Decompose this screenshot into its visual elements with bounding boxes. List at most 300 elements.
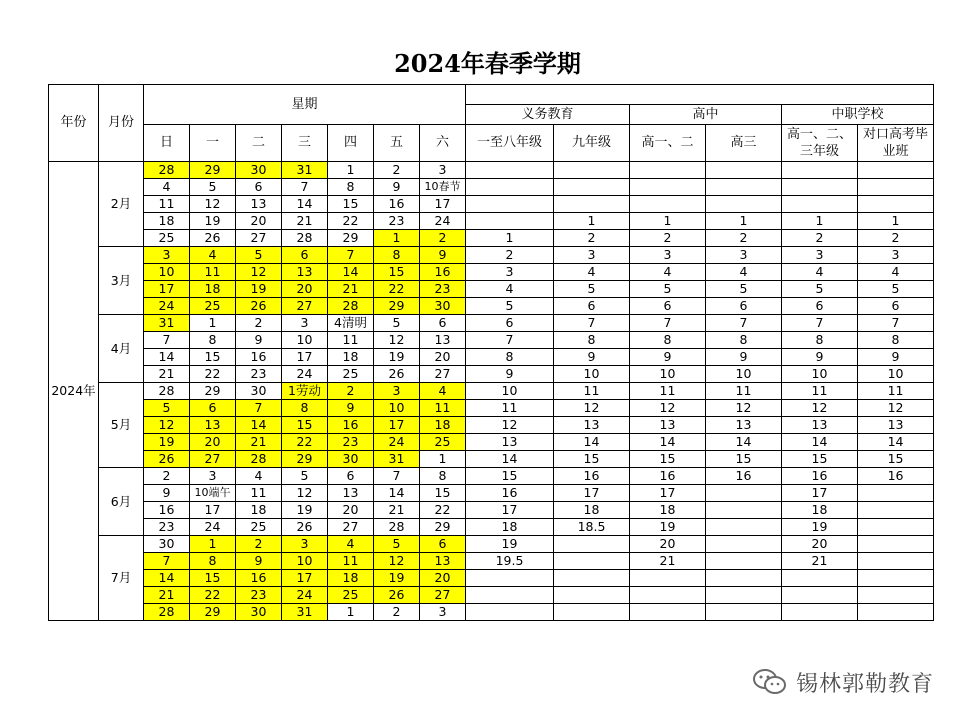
page-title: 2024年春季学期 — [394, 49, 581, 78]
day-cell: 28 — [282, 230, 328, 247]
day-cell: 5 — [190, 179, 236, 196]
week-number-cell — [706, 570, 782, 587]
week-number-cell — [466, 213, 554, 230]
week-number-cell: 15 — [706, 451, 782, 468]
day-cell: 31 — [374, 451, 420, 468]
week-number-cell: 1 — [782, 213, 858, 230]
day-cell: 29 — [190, 383, 236, 400]
table-row — [49, 434, 934, 451]
week-number-cell — [706, 196, 782, 213]
week-number-cell — [858, 519, 934, 536]
year-cell: 2024年 — [49, 162, 99, 621]
week-number-cell: 16 — [782, 468, 858, 485]
week-number-cell: 7 — [706, 315, 782, 332]
table-row — [49, 570, 934, 587]
day-cell: 9 — [374, 179, 420, 196]
week-number-cell: 18 — [630, 502, 706, 519]
day-cell: 25 — [420, 434, 466, 451]
week-number-cell: 3 — [466, 264, 554, 281]
header-weekday: 五 — [374, 125, 420, 162]
week-number-cell: 3 — [554, 247, 630, 264]
week-number-cell: 12 — [466, 417, 554, 434]
week-number-cell — [782, 162, 858, 179]
day-cell: 17 — [374, 417, 420, 434]
week-number-cell — [466, 604, 554, 621]
day-cell: 21 — [144, 366, 190, 383]
day-cell: 15 — [190, 349, 236, 366]
week-number-cell: 15 — [858, 451, 934, 468]
week-number-cell: 3 — [706, 247, 782, 264]
week-number-cell: 17 — [466, 502, 554, 519]
week-number-cell: 7 — [782, 315, 858, 332]
day-cell: 4 — [328, 536, 374, 553]
week-number-cell: 4 — [782, 264, 858, 281]
week-number-cell: 10 — [706, 366, 782, 383]
week-number-cell: 18 — [554, 502, 630, 519]
week-number-cell: 17 — [782, 485, 858, 502]
header-weekday: 一 — [190, 125, 236, 162]
week-number-cell: 7 — [858, 315, 934, 332]
day-cell: 19 — [374, 349, 420, 366]
day-cell: 26 — [374, 366, 420, 383]
week-number-cell: 16 — [706, 468, 782, 485]
week-number-cell: 6 — [554, 298, 630, 315]
week-number-cell — [782, 570, 858, 587]
day-cell: 5 — [144, 400, 190, 417]
day-cell: 14 — [236, 417, 282, 434]
day-cell: 1劳动 — [282, 383, 328, 400]
day-cell: 23 — [236, 587, 282, 604]
week-number-cell: 9 — [706, 349, 782, 366]
day-cell: 13 — [190, 417, 236, 434]
week-number-cell: 4 — [858, 264, 934, 281]
week-number-cell: 7 — [466, 332, 554, 349]
day-cell: 7 — [236, 400, 282, 417]
day-cell: 1 — [328, 162, 374, 179]
week-number-cell: 13 — [554, 417, 630, 434]
table-row — [49, 264, 934, 281]
day-cell: 18 — [328, 570, 374, 587]
day-cell: 16 — [236, 570, 282, 587]
week-number-cell: 4 — [466, 281, 554, 298]
day-cell: 30 — [236, 604, 282, 621]
week-number-cell: 15 — [782, 451, 858, 468]
day-cell: 2 — [420, 230, 466, 247]
day-cell: 6 — [420, 536, 466, 553]
day-cell: 2 — [374, 162, 420, 179]
day-cell: 30 — [328, 451, 374, 468]
day-cell: 30 — [420, 298, 466, 315]
header-sub: 一至八年级 — [466, 125, 554, 162]
day-cell: 22 — [190, 587, 236, 604]
day-cell: 7 — [328, 247, 374, 264]
week-number-cell: 20 — [630, 536, 706, 553]
day-cell: 8 — [420, 468, 466, 485]
week-number-cell — [466, 196, 554, 213]
week-number-cell — [858, 553, 934, 570]
day-cell: 29 — [282, 451, 328, 468]
week-number-cell — [630, 587, 706, 604]
day-cell: 15 — [282, 417, 328, 434]
week-number-cell: 4 — [706, 264, 782, 281]
day-cell: 18 — [328, 349, 374, 366]
table-row — [49, 485, 934, 502]
day-cell: 6 — [190, 400, 236, 417]
header-week: 星期 — [144, 85, 466, 125]
header-group-vocational: 中职学校 — [782, 105, 934, 125]
week-number-cell — [466, 570, 554, 587]
week-number-cell — [466, 162, 554, 179]
week-number-cell: 2 — [858, 230, 934, 247]
week-number-cell — [630, 570, 706, 587]
week-number-cell: 14 — [554, 434, 630, 451]
day-cell: 21 — [144, 587, 190, 604]
header-sub: 九年级 — [554, 125, 630, 162]
week-number-cell: 14 — [858, 434, 934, 451]
day-cell: 11 — [328, 332, 374, 349]
month-cell: 2月 — [99, 162, 144, 247]
week-number-cell — [858, 604, 934, 621]
week-number-cell: 2 — [706, 230, 782, 247]
day-cell: 16 — [144, 502, 190, 519]
day-cell: 16 — [236, 349, 282, 366]
day-cell: 28 — [144, 162, 190, 179]
table-row — [49, 366, 934, 383]
table-row — [49, 213, 934, 230]
week-number-cell: 8 — [630, 332, 706, 349]
week-number-cell — [554, 536, 630, 553]
table-row — [49, 536, 934, 553]
day-cell: 4 — [420, 383, 466, 400]
table-row — [49, 587, 934, 604]
week-number-cell — [554, 553, 630, 570]
day-cell: 15 — [190, 570, 236, 587]
day-cell: 25 — [144, 230, 190, 247]
day-cell: 2 — [328, 383, 374, 400]
day-cell: 28 — [144, 383, 190, 400]
week-number-cell: 3 — [858, 247, 934, 264]
day-cell: 7 — [374, 468, 420, 485]
week-number-cell — [554, 162, 630, 179]
day-cell: 5 — [282, 468, 328, 485]
day-cell: 3 — [190, 468, 236, 485]
week-number-cell: 21 — [782, 553, 858, 570]
week-number-cell: 16 — [858, 468, 934, 485]
month-cell: 5月 — [99, 383, 144, 468]
week-number-cell — [554, 570, 630, 587]
day-cell: 20 — [236, 213, 282, 230]
day-cell: 4 — [236, 468, 282, 485]
header-group-compulsory: 义务教育 — [466, 105, 630, 125]
week-number-cell — [858, 485, 934, 502]
day-cell: 13 — [328, 485, 374, 502]
week-number-cell — [706, 162, 782, 179]
week-number-cell: 8 — [466, 349, 554, 366]
day-cell: 14 — [374, 485, 420, 502]
day-cell: 1 — [328, 604, 374, 621]
week-number-cell: 4 — [630, 264, 706, 281]
week-number-cell: 12 — [706, 400, 782, 417]
week-number-cell: 15 — [554, 451, 630, 468]
day-cell: 24 — [282, 587, 328, 604]
week-number-cell: 18.5 — [554, 519, 630, 536]
day-cell: 4 — [144, 179, 190, 196]
table-row — [49, 196, 934, 213]
day-cell: 16 — [420, 264, 466, 281]
day-cell: 15 — [420, 485, 466, 502]
week-number-cell: 6 — [706, 298, 782, 315]
week-number-cell: 8 — [858, 332, 934, 349]
week-number-cell: 2 — [630, 230, 706, 247]
week-number-cell: 6 — [466, 315, 554, 332]
day-cell: 19 — [374, 570, 420, 587]
day-cell: 2 — [236, 536, 282, 553]
week-number-cell — [782, 196, 858, 213]
week-number-cell — [782, 604, 858, 621]
day-cell: 20 — [420, 570, 466, 587]
header-sub: 高一、二 — [630, 125, 706, 162]
week-number-cell — [466, 587, 554, 604]
week-number-cell: 21 — [630, 553, 706, 570]
day-cell: 14 — [328, 264, 374, 281]
day-cell: 21 — [374, 502, 420, 519]
week-number-cell — [858, 196, 934, 213]
day-cell: 13 — [420, 553, 466, 570]
week-number-cell: 2 — [782, 230, 858, 247]
day-cell: 7 — [282, 179, 328, 196]
table-row — [49, 519, 934, 536]
day-cell: 22 — [374, 281, 420, 298]
week-number-cell: 2 — [554, 230, 630, 247]
day-cell: 28 — [144, 604, 190, 621]
day-cell: 12 — [282, 485, 328, 502]
day-cell: 2 — [144, 468, 190, 485]
week-number-cell: 9 — [554, 349, 630, 366]
day-cell: 30 — [236, 383, 282, 400]
week-number-cell: 5 — [858, 281, 934, 298]
day-cell: 16 — [328, 417, 374, 434]
day-cell: 10 — [282, 332, 328, 349]
week-number-cell: 9 — [466, 366, 554, 383]
week-number-cell: 17 — [554, 485, 630, 502]
day-cell: 19 — [282, 502, 328, 519]
day-cell: 11 — [420, 400, 466, 417]
table-row — [49, 332, 934, 349]
day-cell: 12 — [374, 553, 420, 570]
day-cell: 6 — [282, 247, 328, 264]
week-number-cell: 5 — [706, 281, 782, 298]
day-cell: 9 — [144, 485, 190, 502]
header-sub: 高三 — [706, 125, 782, 162]
day-cell: 10 — [282, 553, 328, 570]
day-cell: 31 — [144, 315, 190, 332]
table-row — [49, 230, 934, 247]
week-number-cell — [706, 502, 782, 519]
day-cell: 26 — [374, 587, 420, 604]
day-cell: 17 — [190, 502, 236, 519]
day-cell: 23 — [144, 519, 190, 536]
week-number-cell: 9 — [858, 349, 934, 366]
month-cell: 4月 — [99, 315, 144, 383]
day-cell: 10 — [144, 264, 190, 281]
day-cell: 17 — [282, 570, 328, 587]
week-number-cell — [554, 196, 630, 213]
week-number-cell: 15 — [630, 451, 706, 468]
week-number-cell: 14 — [466, 451, 554, 468]
week-number-cell — [554, 179, 630, 196]
day-cell: 5 — [236, 247, 282, 264]
day-cell: 21 — [328, 281, 374, 298]
week-number-cell: 16 — [554, 468, 630, 485]
day-cell: 8 — [282, 400, 328, 417]
week-number-cell: 10 — [782, 366, 858, 383]
day-cell: 24 — [190, 519, 236, 536]
day-cell: 17 — [420, 196, 466, 213]
month-cell: 6月 — [99, 468, 144, 536]
day-cell: 24 — [282, 366, 328, 383]
day-cell: 23 — [328, 434, 374, 451]
week-number-cell: 11 — [706, 383, 782, 400]
day-cell: 30 — [144, 536, 190, 553]
week-number-cell — [630, 604, 706, 621]
day-cell: 3 — [282, 315, 328, 332]
day-cell: 25 — [328, 587, 374, 604]
day-cell: 15 — [374, 264, 420, 281]
day-cell: 25 — [190, 298, 236, 315]
day-cell: 6 — [328, 468, 374, 485]
day-cell: 12 — [190, 196, 236, 213]
day-cell: 8 — [328, 179, 374, 196]
week-number-cell: 18 — [466, 519, 554, 536]
day-cell: 11 — [144, 196, 190, 213]
week-number-cell: 13 — [706, 417, 782, 434]
day-cell: 27 — [282, 298, 328, 315]
week-number-cell: 1 — [630, 213, 706, 230]
day-cell: 25 — [236, 519, 282, 536]
week-number-cell: 11 — [858, 383, 934, 400]
week-number-cell: 8 — [706, 332, 782, 349]
day-cell: 3 — [420, 162, 466, 179]
week-number-cell — [858, 587, 934, 604]
table-row — [49, 383, 934, 400]
week-number-cell: 13 — [630, 417, 706, 434]
week-number-cell: 12 — [630, 400, 706, 417]
day-cell: 1 — [420, 451, 466, 468]
day-cell: 25 — [328, 366, 374, 383]
week-number-cell — [630, 162, 706, 179]
table-row — [49, 298, 934, 315]
day-cell: 17 — [282, 349, 328, 366]
week-number-cell — [554, 604, 630, 621]
day-cell: 13 — [236, 196, 282, 213]
day-cell: 27 — [420, 366, 466, 383]
week-number-cell: 17 — [630, 485, 706, 502]
table-row — [49, 349, 934, 366]
day-cell: 29 — [190, 162, 236, 179]
week-number-cell: 14 — [706, 434, 782, 451]
week-number-cell: 10 — [630, 366, 706, 383]
week-number-cell: 1 — [706, 213, 782, 230]
day-cell: 21 — [236, 434, 282, 451]
day-cell: 5 — [374, 315, 420, 332]
week-number-cell — [706, 536, 782, 553]
week-number-cell: 7 — [554, 315, 630, 332]
day-cell: 17 — [144, 281, 190, 298]
week-number-cell: 13 — [782, 417, 858, 434]
week-number-cell — [706, 587, 782, 604]
week-number-cell: 1 — [554, 213, 630, 230]
day-cell: 13 — [282, 264, 328, 281]
week-number-cell: 19 — [630, 519, 706, 536]
week-number-cell: 2 — [466, 247, 554, 264]
header-weekday: 四 — [328, 125, 374, 162]
table-row — [49, 162, 934, 179]
day-cell: 19 — [236, 281, 282, 298]
week-number-cell: 6 — [782, 298, 858, 315]
month-cell: 7月 — [99, 536, 144, 621]
week-number-cell — [630, 196, 706, 213]
week-number-cell: 7 — [630, 315, 706, 332]
day-cell: 20 — [420, 349, 466, 366]
wechat-icon — [752, 667, 788, 697]
day-cell: 19 — [144, 434, 190, 451]
week-number-cell: 11 — [466, 400, 554, 417]
day-cell: 28 — [236, 451, 282, 468]
week-number-cell — [706, 519, 782, 536]
week-number-cell: 3 — [782, 247, 858, 264]
day-cell: 23 — [420, 281, 466, 298]
watermark-text: 锡林郭勒教育 — [796, 671, 935, 697]
day-cell: 31 — [282, 162, 328, 179]
day-cell: 28 — [374, 519, 420, 536]
week-number-cell: 11 — [630, 383, 706, 400]
day-cell: 21 — [282, 213, 328, 230]
day-cell: 9 — [420, 247, 466, 264]
day-cell: 12 — [236, 264, 282, 281]
day-cell: 6 — [236, 179, 282, 196]
week-number-cell: 5 — [554, 281, 630, 298]
table-row — [49, 468, 934, 485]
week-number-cell: 16 — [466, 485, 554, 502]
day-cell: 22 — [420, 502, 466, 519]
day-cell: 4 — [190, 247, 236, 264]
week-number-cell: 11 — [782, 383, 858, 400]
day-cell: 11 — [328, 553, 374, 570]
day-cell: 20 — [282, 281, 328, 298]
day-cell: 8 — [190, 553, 236, 570]
day-cell: 14 — [282, 196, 328, 213]
table-row — [49, 247, 934, 264]
header-weekday: 日 — [144, 125, 190, 162]
week-number-cell — [858, 162, 934, 179]
week-number-cell — [858, 570, 934, 587]
month-cell: 3月 — [99, 247, 144, 315]
day-cell: 27 — [190, 451, 236, 468]
day-cell: 15 — [328, 196, 374, 213]
day-cell: 12 — [144, 417, 190, 434]
week-number-cell: 9 — [782, 349, 858, 366]
week-number-cell — [706, 179, 782, 196]
week-number-cell — [706, 553, 782, 570]
day-cell: 30 — [236, 162, 282, 179]
week-number-cell: 19 — [782, 519, 858, 536]
day-cell: 8 — [190, 332, 236, 349]
header-year: 年份 — [49, 85, 99, 162]
header-blank — [466, 85, 934, 105]
week-number-cell — [858, 536, 934, 553]
week-number-cell — [858, 179, 934, 196]
watermark — [752, 664, 934, 700]
